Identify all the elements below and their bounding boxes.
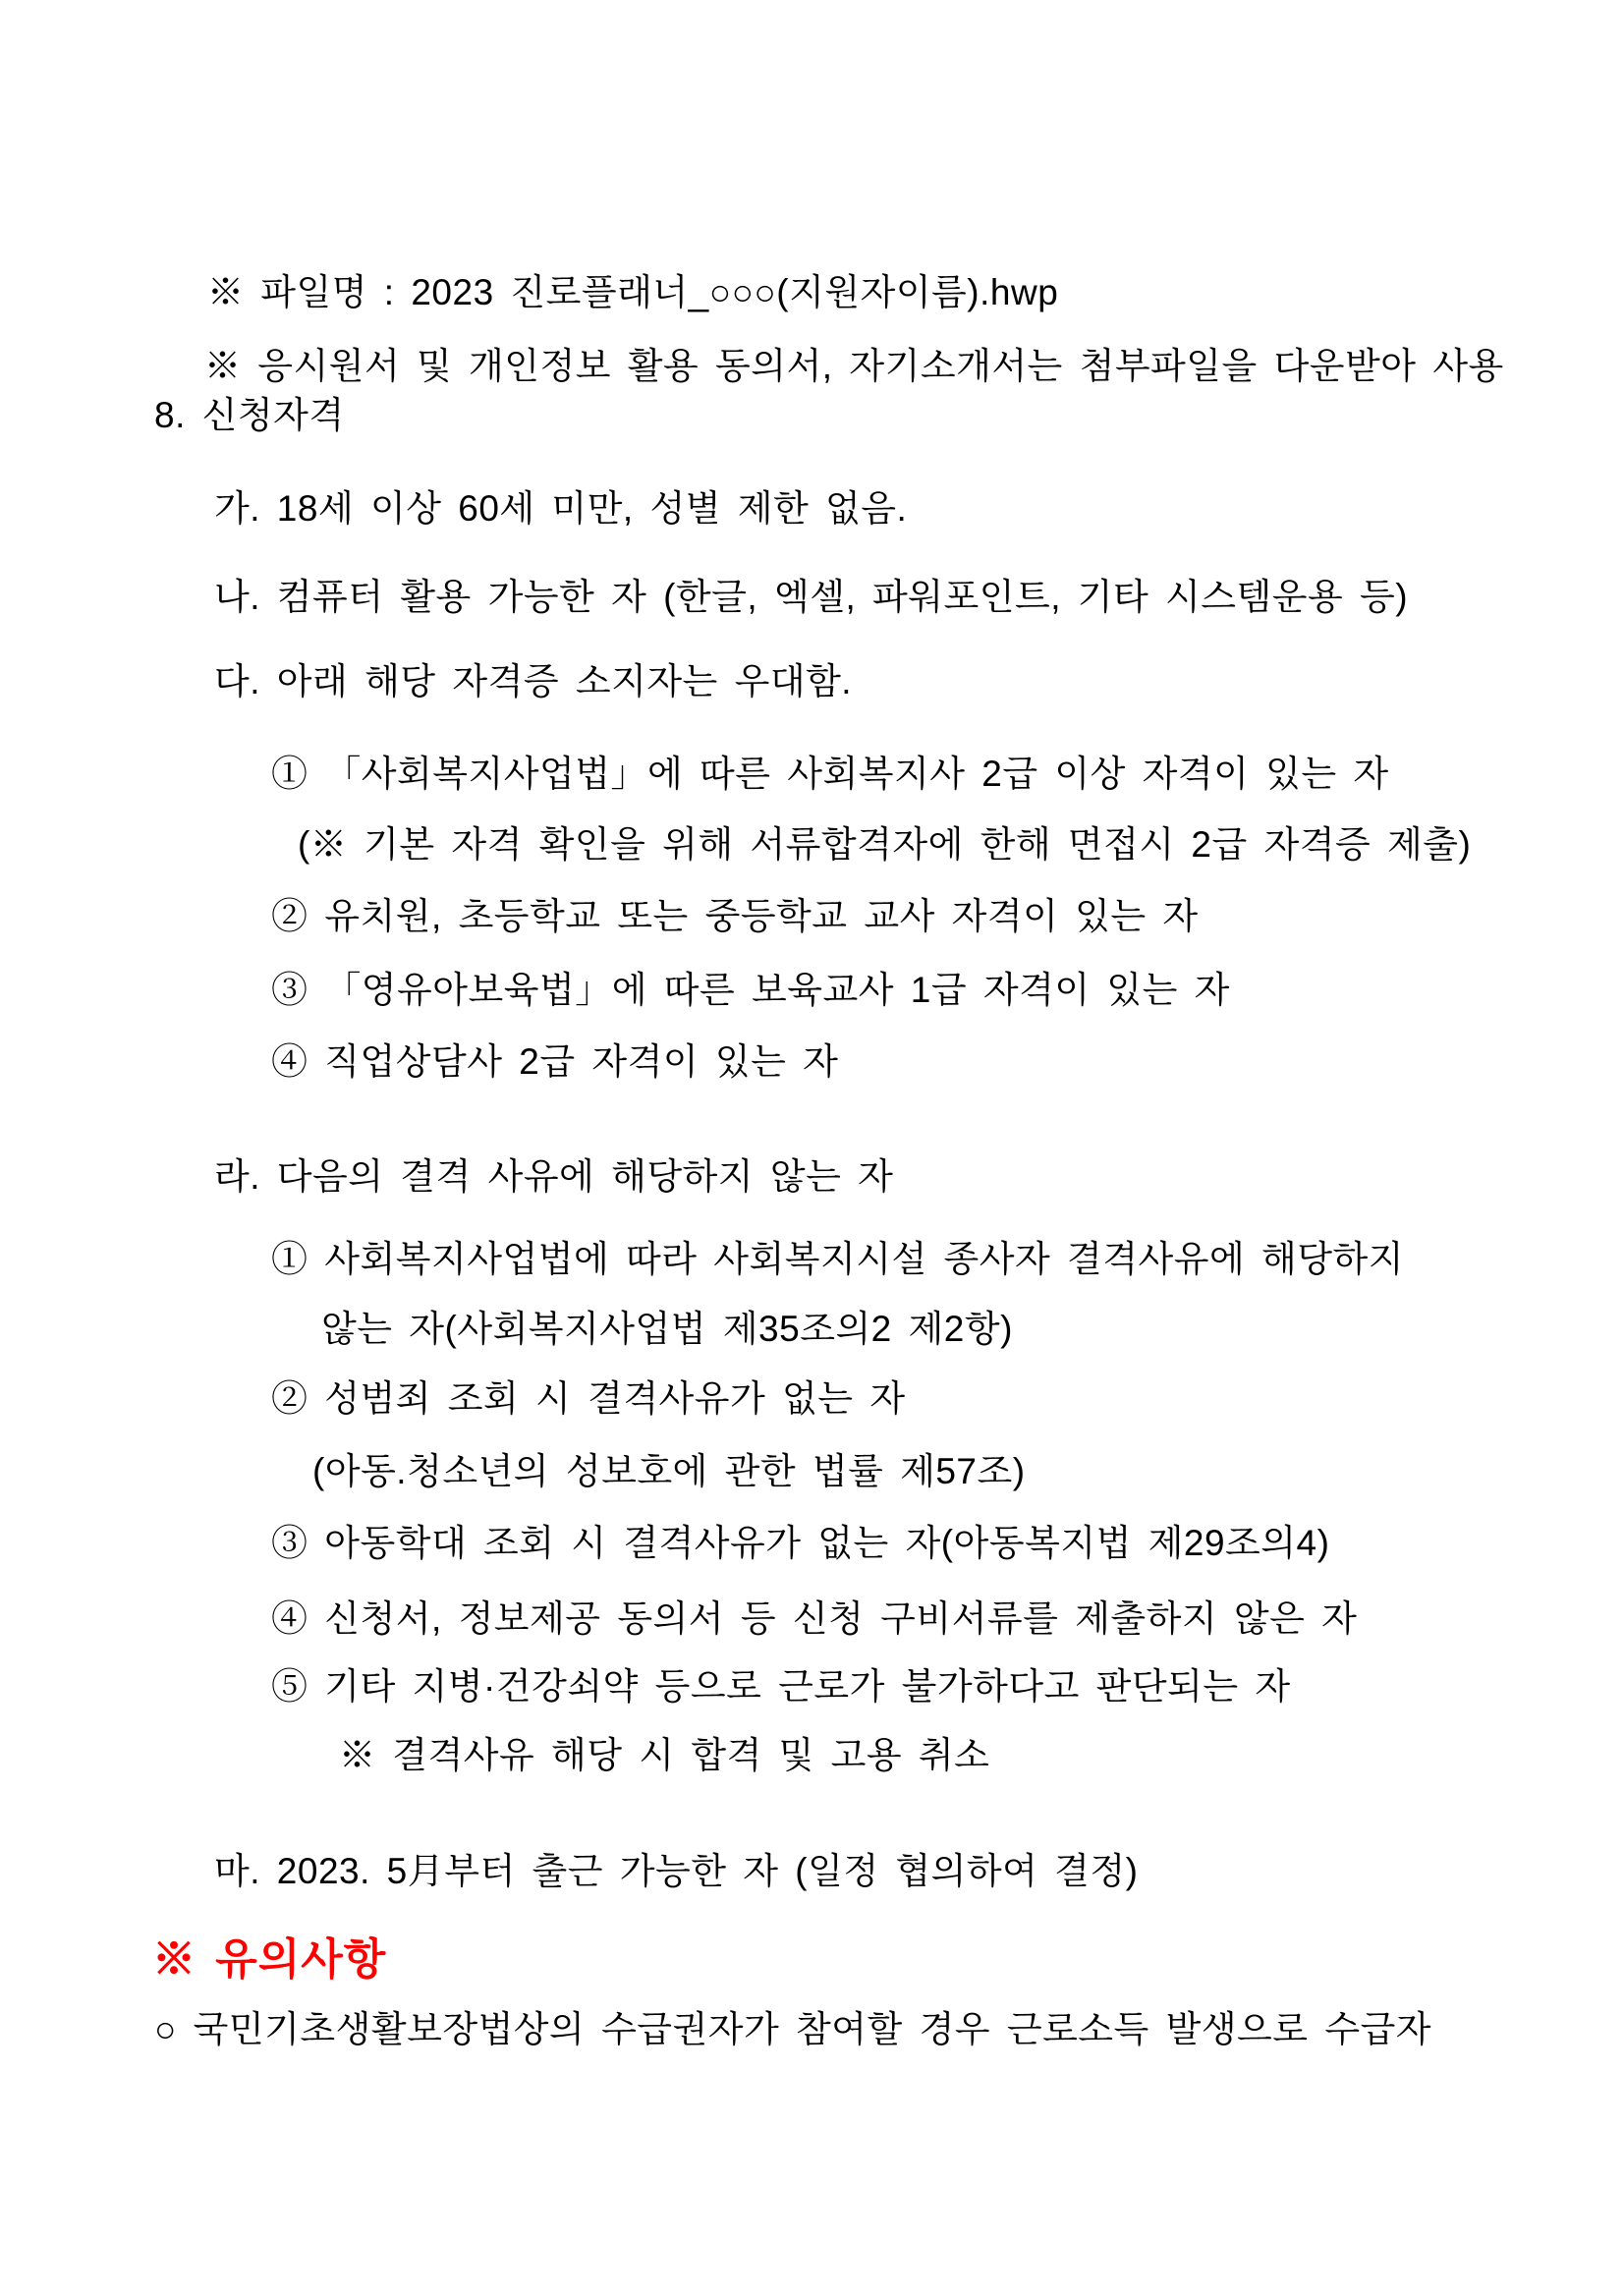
ra-sub-1-social-welfare-line2: 않는 자(사회복지사업법 제35조의2 제2항) — [321, 1309, 1013, 1349]
ra-note-cancellation: ※ 결격사유 해당 시 합격 및 고용 취소 — [339, 1735, 990, 1775]
item-ga-age-requirement: 가. 18세 이상 60세 미만, 성별 제한 없음. — [214, 488, 908, 529]
da-sub-3-childcare-teacher: ③ 「영유아보육법」에 따른 보육교사 1급 자격이 있는 자 — [271, 970, 1230, 1010]
da-sub-1-social-worker: ① 「사회복지사업법」에 따른 사회복지사 2급 이상 자격이 있는 자 — [271, 754, 1389, 794]
ra-sub-1-social-welfare-line1: ① 사회복지사업법에 따라 사회복지시설 종사자 결격사유에 해당하지 — [271, 1239, 1404, 1279]
da-sub-4-job-counselor: ④ 직업상담사 2급 자격이 있는 자 — [271, 1041, 839, 1082]
ra-sub-2-sex-crime-check-line1: ② 성범죄 조회 시 결격사유가 없는 자 — [271, 1378, 906, 1419]
notice-heading: ※ 유의사항 — [152, 1935, 387, 1984]
item-ma-start-date: 마. 2023. 5月부터 출근 가능한 자 (일정 협의하여 결정) — [214, 1851, 1139, 1891]
ra-sub-2-sex-crime-check-line2: (아동.청소년의 성보호에 관한 법률 제57조) — [312, 1451, 1026, 1491]
attachment-usage-note: ※ 응시원서 및 개인정보 활용 동의서, 자기소개서는 첨부파일을 다운받아 사용 — [204, 346, 1504, 386]
filename-note: ※ 파일명 : 2023 진로플래너_○○○(지원자이름).hwp — [207, 272, 1059, 312]
item-na-computer-skills: 나. 컴퓨터 활용 가능한 자 (한글, 엑셀, 파워포인트, 기타 시스템운용 등) — [214, 577, 1409, 617]
da-sub-2-school-teacher: ② 유치원, 초등학교 또는 중등학교 교사 자격이 있는 자 — [271, 896, 1199, 936]
notice-body-line: ○ 국민기초생활보장법상의 수급권자가 참여할 경우 근로소득 발생으로 수급자 — [154, 2009, 1432, 2049]
ra-sub-3-child-abuse-check: ③ 아동학대 조회 시 결격사유가 없는 자(아동복지법 제29조의4) — [271, 1523, 1330, 1563]
item-ra-disqualification: 라. 다음의 결격 사유에 해당하지 않는 자 — [214, 1156, 894, 1197]
item-da-preferred-certificates: 다. 아래 해당 자격증 소지자는 우대함. — [214, 661, 853, 701]
section-8-heading: 8. 신청자격 — [154, 395, 345, 435]
da-sub-1-note-certificate-submission: (※ 기본 자격 확인을 위해 서류합격자에 한해 면접시 2급 자격증 제출) — [298, 824, 1472, 865]
ra-sub-4-missing-documents: ④ 신청서, 정보제공 동의서 등 신청 구비서류를 제출하지 않은 자 — [271, 1598, 1358, 1639]
ra-sub-5-health-condition: ⑤ 기타 지병·건강쇠약 등으로 근로가 불가하다고 판단되는 자 — [271, 1666, 1291, 1707]
